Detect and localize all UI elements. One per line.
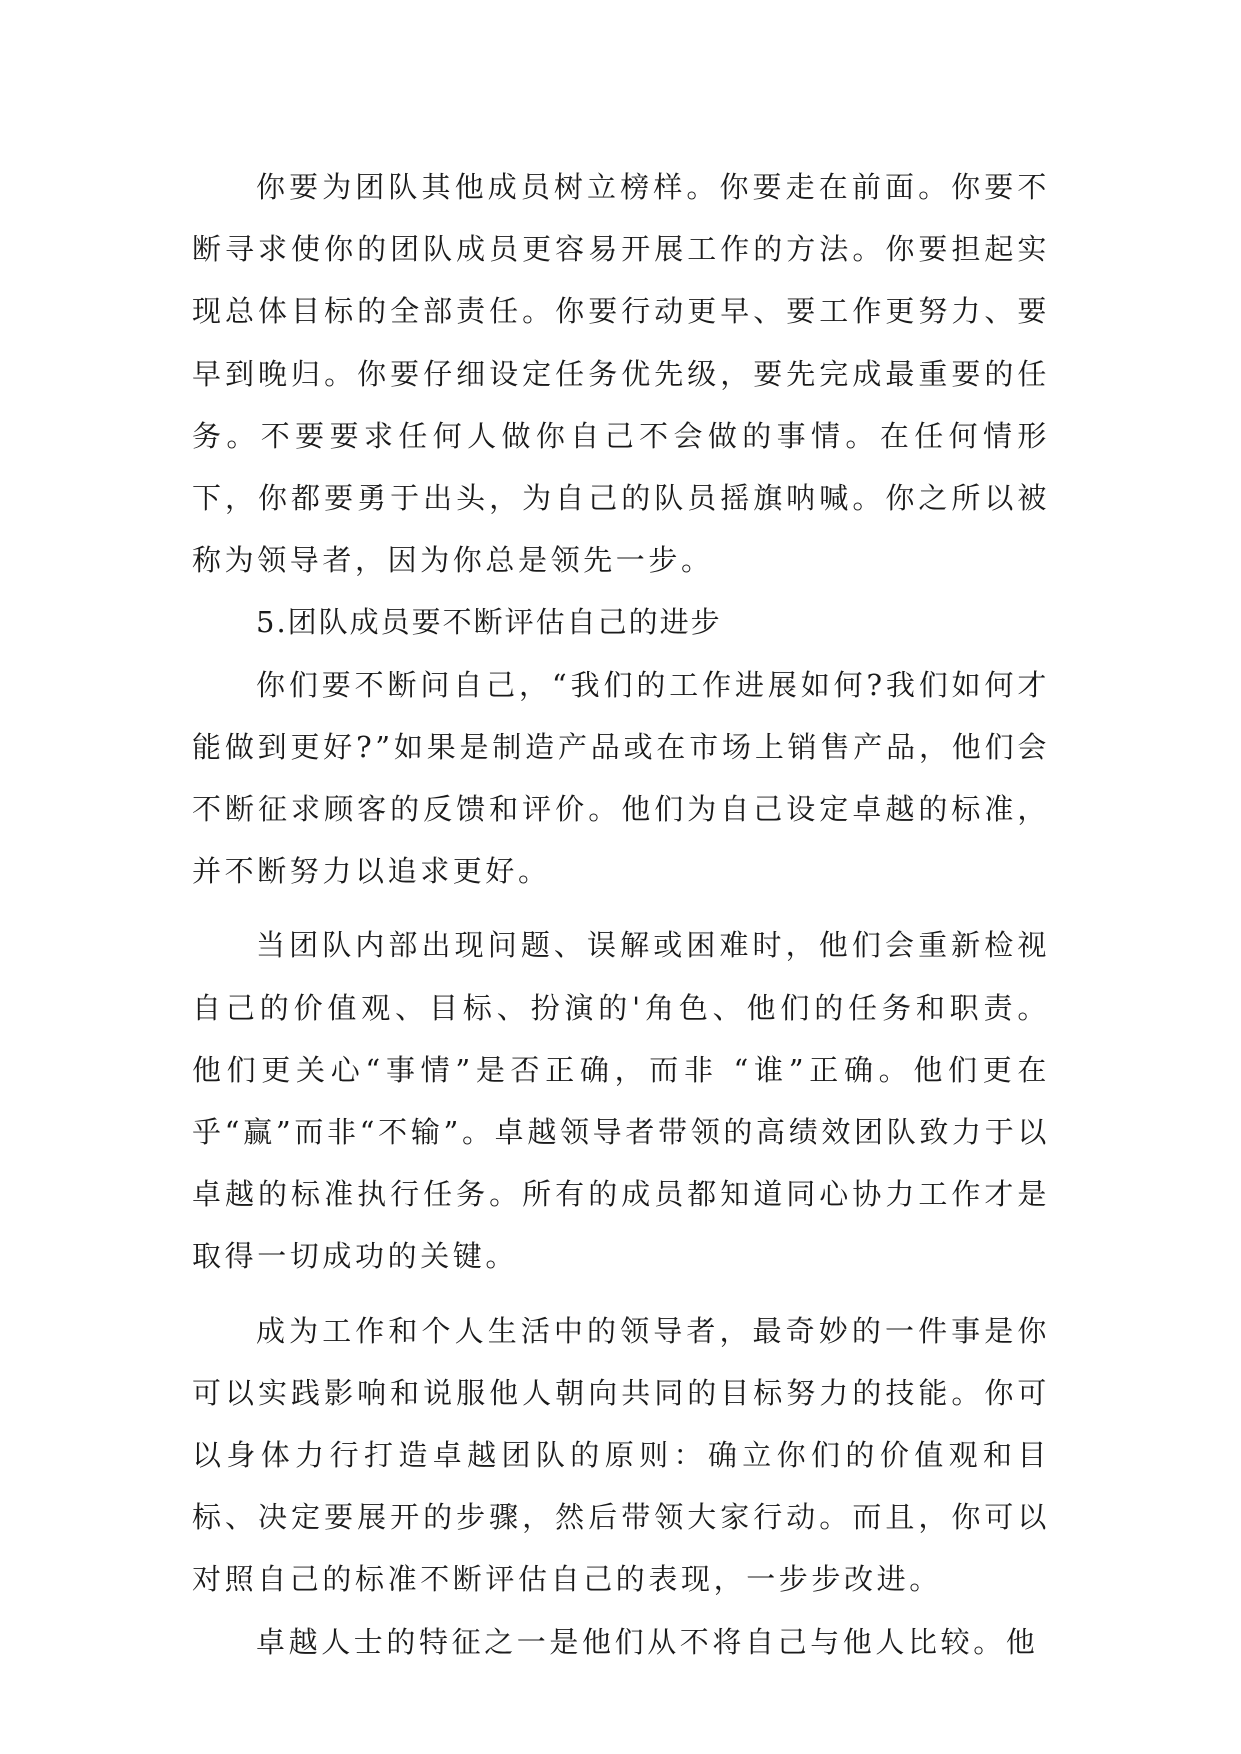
paragraph-spacer <box>192 902 1050 914</box>
paragraph-spacer <box>192 1288 1050 1300</box>
paragraph-excellence-trait: 卓越人士的特征之一是他们从不将自己与他人比较。他 <box>256 1624 1039 1659</box>
paragraph-become-leader: 成为工作和个人生活中的领导者，最奇妙的一件事是你可以实践影响和说服他人朝向共同的目标努力的技能。你可以身体力行打造卓越团队的原则：确立你们的价值观和目标、决定要展开的步骤，然后带领大家行动。而且，你可以对照自己的标准不断评估自己的表现，一步步改进。 <box>192 1313 1050 1597</box>
section-heading-evaluate-progress: 5.团队成员要不断评估自己的进步 <box>256 605 722 640</box>
paragraph-team-problems: 当团队内部出现问题、误解或困难时，他们会重新检视自己的价值观、目标、扮演的'角色、他们的任务和职责。他们更关心“事情”是否正确，而非 “谁”正确。他们更在乎“赢”而非“不输”。卓越领导者带领的高绩效团队致力于以卓越的标准执行任务。所有的成员都知道同心协力工作才是取得一切成功的关键。 <box>192 928 1050 1274</box>
paragraph-ask-yourselves: 你们要不断问自己，“我们的工作进展如何?我们如何才能做到更好?”如果是制造产品或在市场上销售产品，他们会不断征求顾客的反馈和评价。他们为自己设定卓越的标准，并不断努力以追求更好。 <box>192 667 1050 889</box>
document-body <box>192 156 1050 1673</box>
paragraph-lead-by-example: 你要为团队其他成员树立榜样。你要走在前面。你要不断寻求使你的团队成员更容易开展工作的方法。你要担起实现总体目标的全部责任。你要行动更早、要工作更努力、要早到晚归。你要仔细设定任务优先级，要先完成最重要的任务。不要要求任何人做你自己不会做的事情。在任何情形下，你都要勇于出头，为自己的队员摇旗呐喊。你之所以被称为领导者，因为你总是领先一步。 <box>192 170 1050 578</box>
